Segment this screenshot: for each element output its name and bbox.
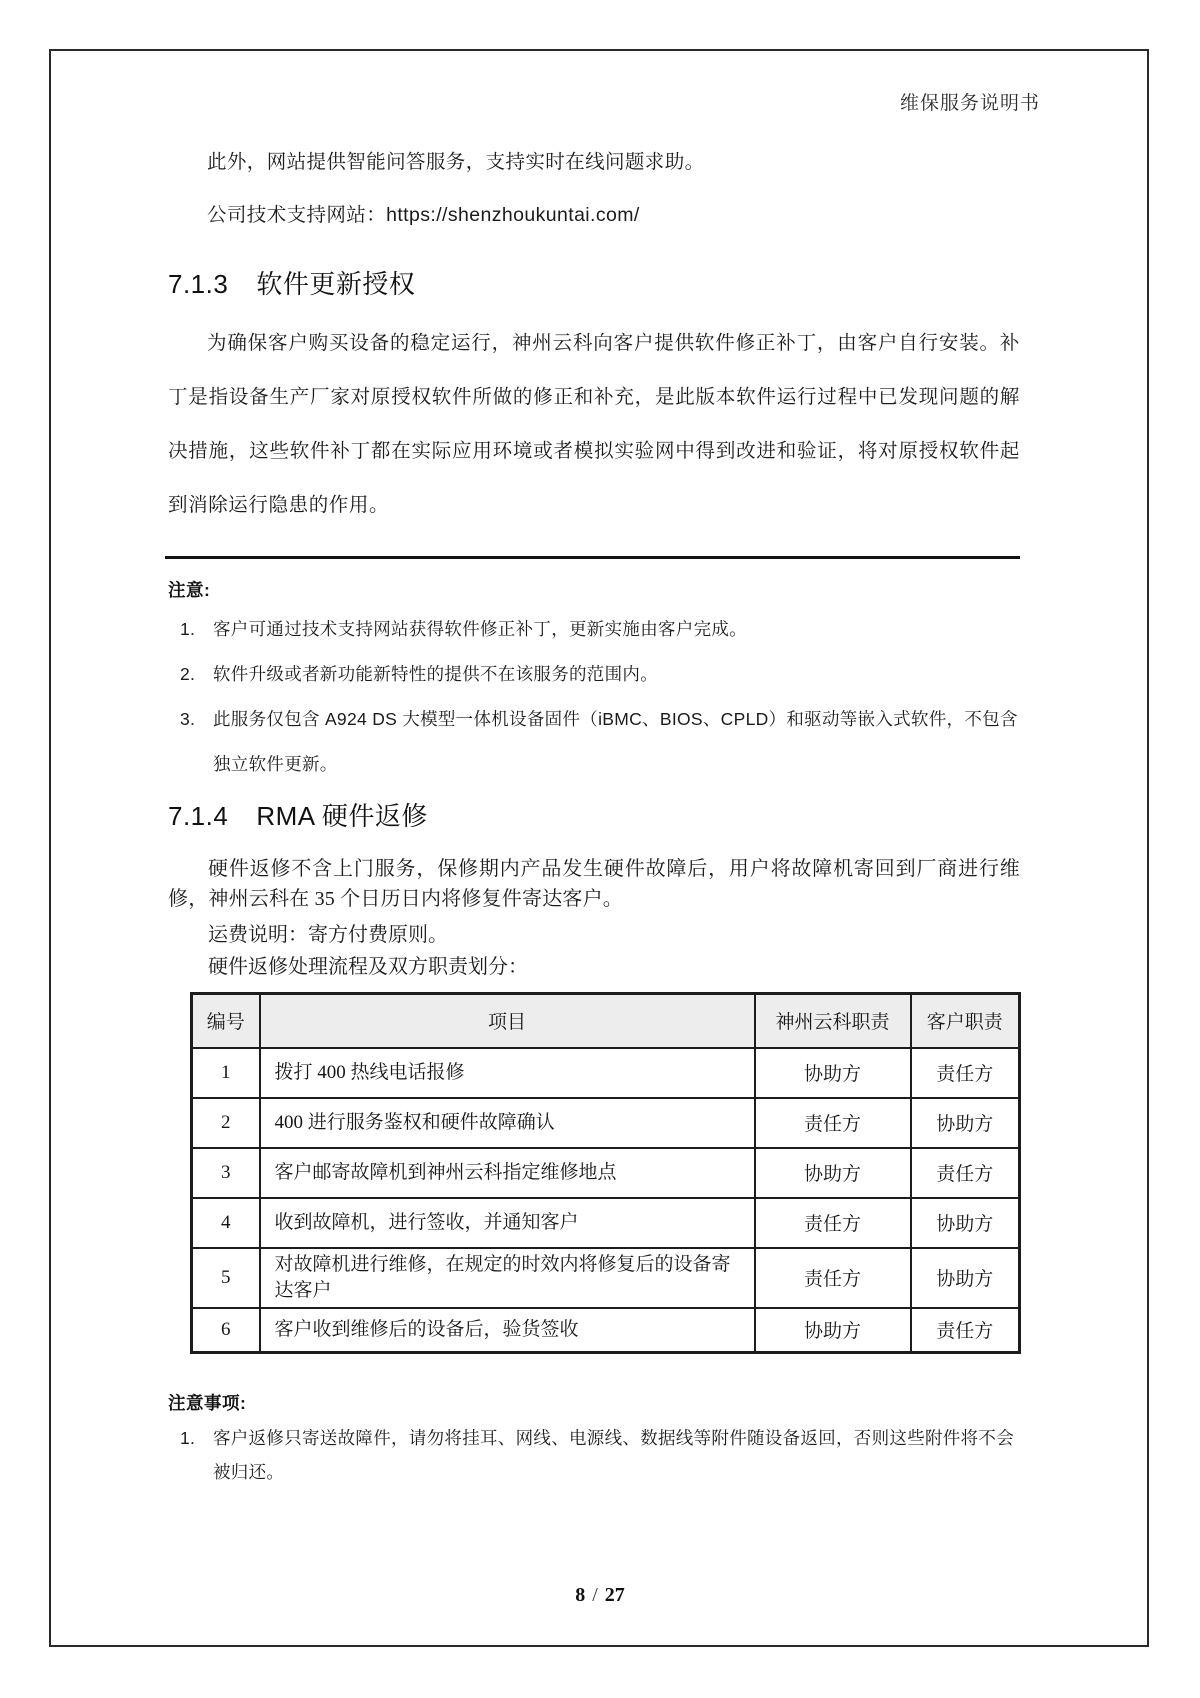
running-header: 维保服务说明书: [899, 93, 1040, 114]
cell-item: 客户邮寄故障机到神州云科指定维修地点: [260, 1148, 755, 1198]
rma-process-table: [190, 992, 1021, 1354]
note-item-text: 软件升级或者新功能新特性的提供不在该服务的范围内。: [213, 664, 658, 684]
table-row: [192, 1198, 1020, 1248]
notice-item-text: 客户返修只寄送故障件，请勿将挂耳、网线、电源线、数据线等附件随设备返回，否则这些附件将不会被归还。: [213, 1428, 1014, 1482]
table-row: [192, 1148, 1020, 1198]
page-total: 27: [604, 1584, 625, 1606]
table-row: [192, 1248, 1020, 1308]
col-header-customer-duty: 客户职责: [911, 994, 1020, 1048]
cell-vendor-duty: 协助方: [755, 1148, 911, 1198]
page-number: 8: [575, 1584, 586, 1606]
note-item: [168, 607, 1020, 652]
cell-customer-duty: 协助方: [911, 1248, 1020, 1308]
cell-number: 3: [192, 1148, 260, 1198]
section-heading-714: [168, 796, 428, 833]
note-item-number: 1.: [180, 619, 196, 639]
note-item-number: 2.: [180, 664, 196, 684]
note-item: [168, 652, 1020, 697]
section-number: 7.1.4: [168, 801, 229, 831]
note-item-number: 3.: [180, 709, 196, 729]
cell-item: 400 进行服务鉴权和硬件故障确认: [260, 1098, 755, 1148]
page-footer: [0, 1584, 1200, 1607]
cell-item: 客户收到维修后的设备后，验货签收: [260, 1308, 755, 1353]
cell-number: 1: [192, 1048, 260, 1098]
cell-vendor-duty: 协助方: [755, 1048, 911, 1098]
section-heading-713: [168, 264, 415, 301]
cell-number: 2: [192, 1098, 260, 1148]
col-header-item: 项目: [260, 994, 755, 1048]
cell-customer-duty: 责任方: [911, 1308, 1020, 1353]
table-header-row: [192, 994, 1020, 1048]
cell-vendor-duty: 责任方: [755, 1198, 911, 1248]
support-site-label: 公司技术支持网站：: [207, 204, 387, 226]
cell-customer-duty: 责任方: [911, 1048, 1020, 1098]
cell-item: 对故障机进行维修，在规定的时效内将修复后的设备寄达客户: [260, 1248, 755, 1308]
col-header-number: 编号: [192, 994, 260, 1048]
section-714-paragraph-1: 硬件返修不含上门服务，保修期内产品发生硬件故障后，用户将故障机寄回到厂商进行维修，神州云科在 35 个日历日内将修复件寄达客户。: [168, 858, 1020, 910]
cell-item: 收到故障机，进行签收，并通知客户: [260, 1198, 755, 1248]
notice-item: [168, 1421, 1020, 1489]
note-item: [168, 697, 1020, 787]
page-separator: /: [592, 1584, 598, 1606]
col-header-vendor-duty: 神州云科职责: [755, 994, 911, 1048]
cell-vendor-duty: 责任方: [755, 1248, 911, 1308]
section-title: 软件更新授权: [256, 269, 416, 299]
cell-vendor-duty: 责任方: [755, 1098, 911, 1148]
note-divider-rule: [165, 556, 1020, 559]
note-item-text: 客户可通过技术支持网站获得软件修正补丁，更新实施由客户完成。: [213, 619, 747, 639]
cell-item: 拨打 400 热线电话报修: [260, 1048, 755, 1098]
cell-customer-duty: 协助方: [911, 1198, 1020, 1248]
table-row: [192, 1048, 1020, 1098]
intro-paragraph: 此外，网站提供智能问答服务，支持实时在线问题求助。: [207, 151, 705, 173]
section-713-body: 为确保客户购买设备的稳定运行，神州云科向客户提供软件修正补丁，由客户自行安装。补丁是指设备生产厂家对原授权软件所做的修正和补充，是此版本软件运行过程中已发现问题的解决措施，这些软件补丁都在实际应用环境或者模拟实验网中得到改进和验证，将对原授权软件起到消除运行隐患的作用。: [168, 332, 1020, 516]
section-title: RMA 硬件返修: [256, 801, 428, 831]
support-site-paragraph: [168, 199, 1020, 227]
cell-customer-duty: 协助方: [911, 1098, 1020, 1148]
cell-number: 4: [192, 1198, 260, 1248]
section-714-paragraph-3: 硬件返修处理流程及双方职责划分：: [208, 956, 528, 978]
cell-customer-duty: 责任方: [911, 1148, 1020, 1198]
table-row: [192, 1098, 1020, 1148]
section-number: 7.1.3: [168, 269, 229, 299]
cell-number: 5: [192, 1248, 260, 1308]
support-site-url[interactable]: https://shenzhoukuntai.com/: [386, 204, 640, 226]
notice-item-number: 1.: [180, 1428, 196, 1448]
note-label: 注意:: [168, 580, 211, 600]
notice-label: 注意事项:: [168, 1393, 247, 1413]
cell-number: 6: [192, 1308, 260, 1353]
cell-vendor-duty: 协助方: [755, 1308, 911, 1353]
table-row: [192, 1308, 1020, 1353]
section-714-paragraph-2: 运费说明：寄方付费原则。: [208, 924, 448, 946]
note-list: [168, 607, 1020, 787]
note-item-text: 此服务仅包含 A924 DS 大模型一体机设备固件（iBMC、BIOS、CPLD）和驱动等嵌入式软件，不包含独立软件更新。: [213, 709, 1018, 774]
